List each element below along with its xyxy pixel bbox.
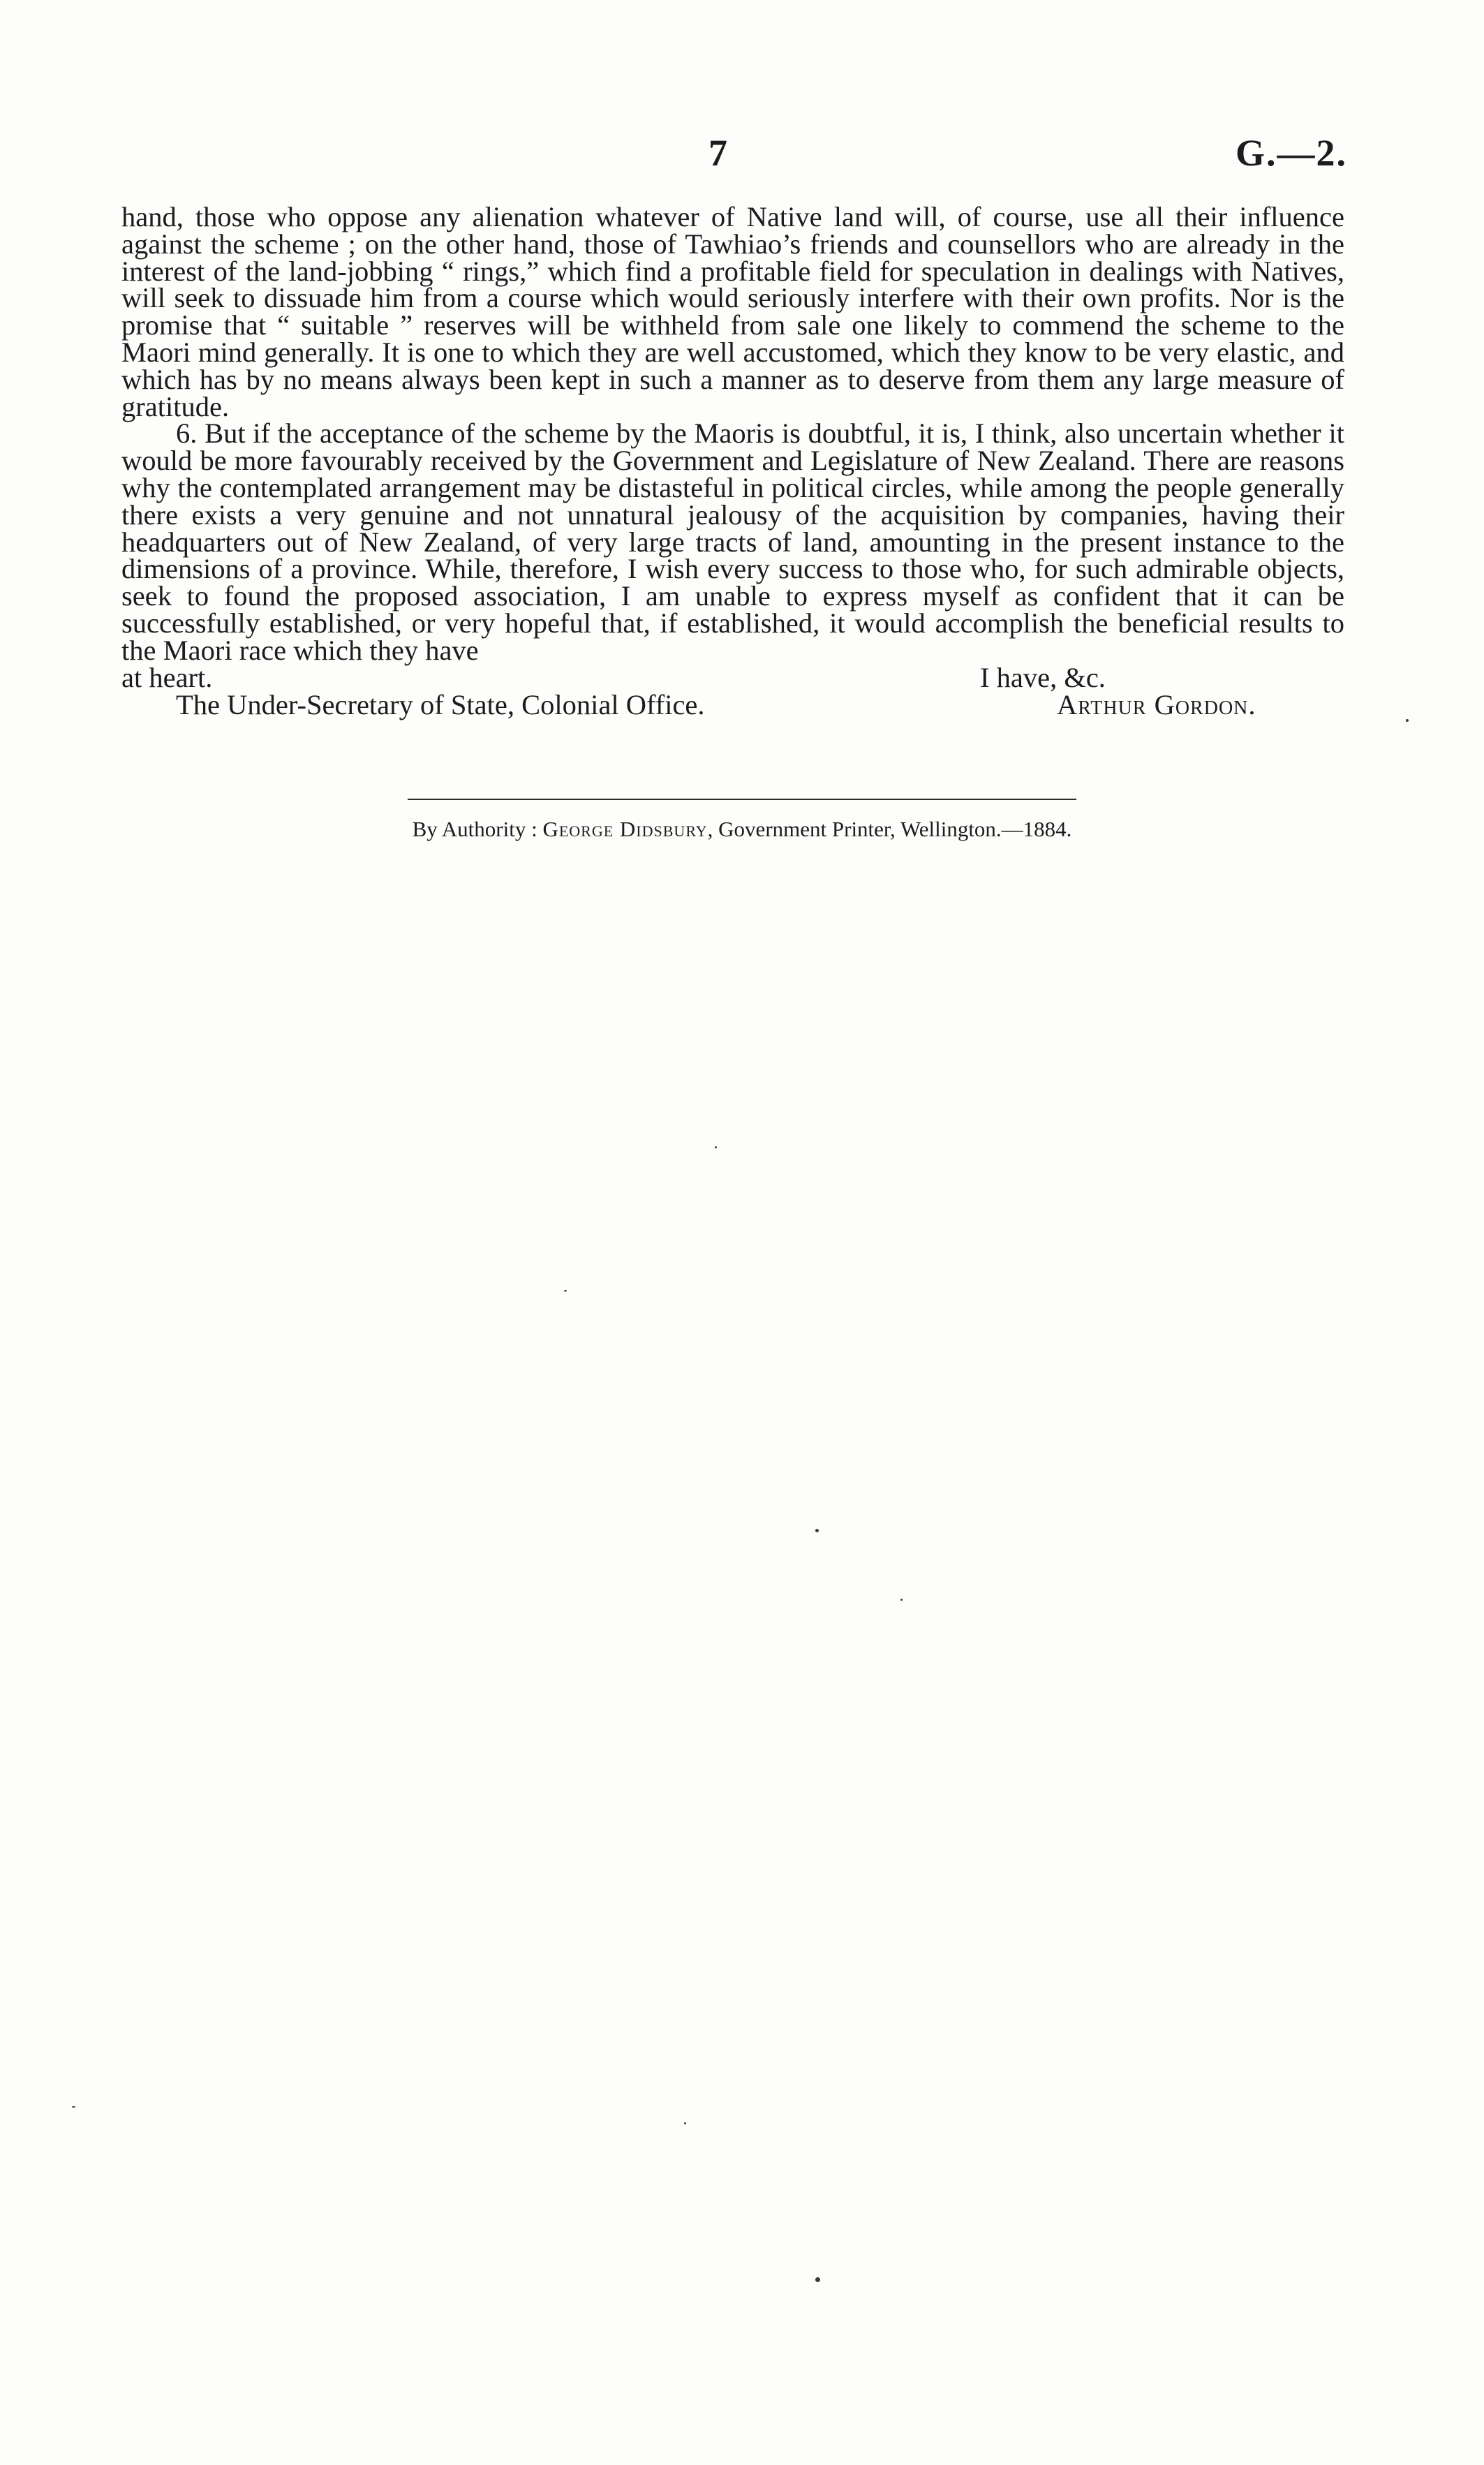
paragraph-continued: hand, those who oppose any alienation whatever of Native land will, of course, use all their influence against the scheme ; on the other hand, those of Tawhiao’s friends and counsellors who are already in the interest of the land-jobbing “ rings,” which find a profitable field for speculation in dealings with Natives, will seek to dissuade him from a course which would seriously interfere with their own profits. Nor is the promise that “ suitable ” reserves will be withheld from sale one likely to commend the scheme to the Maori mind generally. It is one to which they are well accustomed, which they know to be very elastic, and which has by no means always been kept in such a manner as to deserve from them any large measure of gratitude. [121, 201, 1344, 422]
addressee: The Under-Secretary of State, Colonial Office. [176, 688, 705, 720]
scan-speck [1406, 719, 1409, 722]
scan-speck [684, 2122, 686, 2124]
paragraph-6: 6. But if the acceptance of the scheme by the Maoris is doubtful, it is, I think, also uncertain whether it would be more favourably received by the Government and Legislature of New Zealand. There are reasons why the contemplated arrangement may be distasteful in political circles, while among the people generally there exists a very genuine and not unnatural jealousy of the acquisition by companies, having their headquarters out of New Zealand, of very large tracts of land, amounting in the present instance to the dimensions of a province. While, therefore, I wish every success to those who, for such admirable objects, seek to found the proposed association, I am unable to express myself as confident that it can be successfully established, or very hopeful that, if established, it would accomplish the beneficial results to the Maori race which they have [121, 417, 1344, 666]
signature-row [121, 688, 1344, 723]
page-number: 7 [708, 132, 727, 174]
page-header [119, 131, 1347, 180]
scan-speck [72, 2106, 75, 2108]
scan-speck [564, 1290, 567, 1291]
imprint-suffix: , Government Printer, Wellington.—1884. [707, 817, 1072, 841]
scan-speck [815, 2277, 820, 2282]
scan-speck [900, 1599, 903, 1601]
imprint-prefix: By Authority : [412, 817, 543, 841]
printer-imprint [0, 817, 1484, 842]
complimentary-close: I have, &c. [980, 661, 1106, 693]
scan-speck [715, 1146, 717, 1148]
document-reference: G.—2. [1235, 132, 1347, 174]
printer-name: George Didsbury [542, 817, 708, 841]
scan-speck [815, 1529, 819, 1532]
letter-body [121, 201, 1344, 723]
closing-text: at heart. [121, 661, 213, 693]
signature: Arthur Gordon. [1057, 688, 1256, 720]
divider-rule [408, 799, 1076, 800]
closing-row [121, 661, 1344, 693]
